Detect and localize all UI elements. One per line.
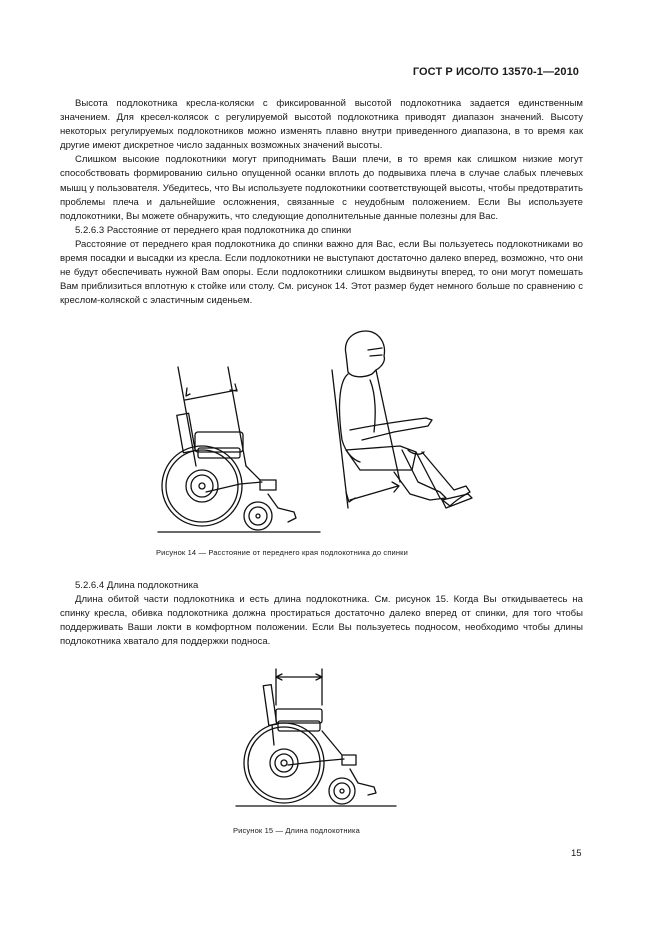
section-armrest-height [60, 97, 583, 308]
page-number: 15 [571, 848, 582, 859]
paragraph: Расстояние от переднего края подлокотника до спинки важно для Вас, если Вы пользуетесь подлокотниками во время посадки и высадки из кресла. Если подлокотники не выступают достаточно далеко вперед, возможно, что они не будут обеспечивать нужной Вам опоры. Если подлокотники слишком выдвинуты вперед, то они могут помешать Вам приблизиться вплотную к стойке или столу. См. рисунок 14. Этот размер будет немного больше по сравнению с креслом-коляской с эластичным сиденьем. [60, 238, 583, 307]
paragraph: Высота подлокотника кресла-коляски с фиксированной высотой подлокотника задается единственным значением. Для кресел-колясок с регулируемой высотой подлокотника приводят диапазон значений. Высоту некоторых регулируемых подлокотников можно изменять плавно внутри приведенного диапазона, в то время как другие имеют дискретное число заданных возможных значений высоты. [60, 98, 583, 152]
section-heading: 5.2.6.4 Длина подлокотника [75, 580, 199, 591]
figure-14-caption: Рисунок 14 — Расстояние от переднего края подлокотника до спинки [156, 548, 408, 557]
person-in-wheelchair [332, 331, 472, 508]
section-armrest-length [60, 579, 583, 649]
section-heading: 5.2.6.3 Расстояние от переднего края подлокотника до спинки [75, 224, 352, 236]
paragraph: Слишком высокие подлокотники могут приподнимать Ваши плечи, в то время как слишком низкие могут способствовать формированию сильно опущенной осанки вплоть до подвывиха плеча в случае слабых плечевых мышц у пользователя. Убедитесь, что Вы используете подлокотники соответствующей высоты, чтобы предотвратить проблемы плеча и дальнейшие осложнения, связанные с неудобным положением. Если Вы используете подлокотники, Вы можете обнаружить, что следующие дополнительные данные полезны для Вас. [60, 154, 583, 222]
figure-15-caption: Рисунок 15 — Длина подлокотника [233, 826, 360, 835]
wheelchair-side-view [158, 367, 320, 532]
figure-15-illustration [232, 665, 402, 810]
document-header: ГОСТ Р ИСО/ТО 13570-1—2010 [412, 66, 579, 78]
figure-14-illustration [150, 322, 490, 534]
paragraph: Длина обитой части подлокотника и есть длина подлокотника. См. рисунок 15. Когда Вы откидываетесь на спинку кресла, обивка подлокотника должна простираться достаточно далеко вперед от спинки, для того чтобы поддерживать Ваши локти в комфортном положении. Если Вы пользуетесь подносом, необходимо чтобы длины подлокотника хватало для поддержки подноса. [60, 594, 583, 648]
